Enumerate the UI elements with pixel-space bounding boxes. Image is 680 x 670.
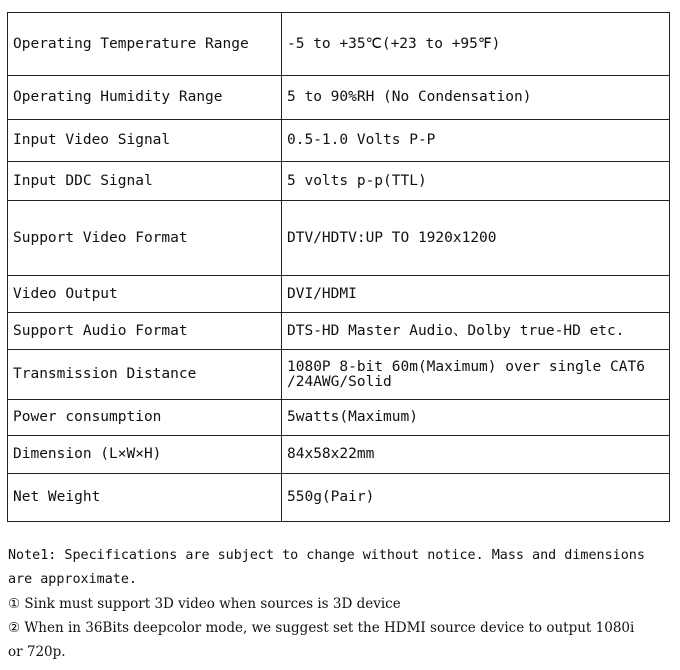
specifications-table — [7, 12, 670, 522]
spec-label: Input DDC Signal — [8, 162, 282, 201]
note1-line2: are approximate. — [8, 572, 137, 587]
notes-section — [8, 544, 676, 664]
note3-line1: ② When in 36Bits deepcolor mode, we suggest set the HDMI source device to output 1080i — [8, 620, 635, 636]
spec-value: 5 to 90%RH (No Condensation) — [282, 76, 670, 120]
spec-label: Input Video Signal — [8, 120, 282, 162]
spec-row-support-audio-format — [8, 313, 670, 350]
spec-value: 0.5-1.0 Volts P-P — [282, 120, 670, 162]
spec-row-input-video-signal — [8, 120, 670, 162]
spec-label: Net Weight — [8, 474, 282, 522]
note2: ① Sink must support 3D video when sources is 3D device — [8, 596, 401, 612]
spec-row-support-video-format — [8, 201, 670, 276]
spec-label: Support Audio Format — [8, 313, 282, 350]
spec-row-power-consumption — [8, 400, 670, 436]
spec-value: 5 volts p-p(TTL) — [282, 162, 670, 201]
spec-value: 550g(Pair) — [282, 474, 670, 522]
spec-row-dimension — [8, 436, 670, 474]
spec-label: Operating Humidity Range — [8, 76, 282, 120]
spec-value: DVI/HDMI — [282, 276, 670, 313]
spec-label: Transmission Distance — [8, 350, 282, 400]
spec-value: DTS-HD Master Audio、Dolby true-HD etc. — [282, 313, 670, 350]
spec-row-operating-humidity — [8, 76, 670, 120]
note1-line1: Note1: Specifications are subject to change without notice. Mass and dimensions — [8, 548, 645, 563]
spec-row-input-ddc-signal — [8, 162, 670, 201]
spec-row-operating-temperature — [8, 13, 670, 76]
spec-label: Operating Temperature Range — [8, 13, 282, 76]
spec-label: Video Output — [8, 276, 282, 313]
spec-label: Power consumption — [8, 400, 282, 436]
spec-value: -5 to +35℃(+23 to +95℉) — [282, 13, 670, 76]
spec-value: 5watts(Maximum) — [282, 400, 670, 436]
spec-row-transmission-distance — [8, 350, 670, 400]
spec-label: Dimension (L×W×H) — [8, 436, 282, 474]
spec-label: Support Video Format — [8, 201, 282, 276]
spec-value: 1080P 8-bit 60m(Maximum) over single CAT6 /24AWG/Solid — [282, 350, 670, 400]
spec-row-video-output — [8, 276, 670, 313]
spec-value: 84x58x22mm — [282, 436, 670, 474]
spec-value: DTV/HDTV:UP TO 1920x1200 — [282, 201, 670, 276]
note3-line2: or 720p. — [8, 644, 66, 660]
spec-row-net-weight — [8, 474, 670, 522]
